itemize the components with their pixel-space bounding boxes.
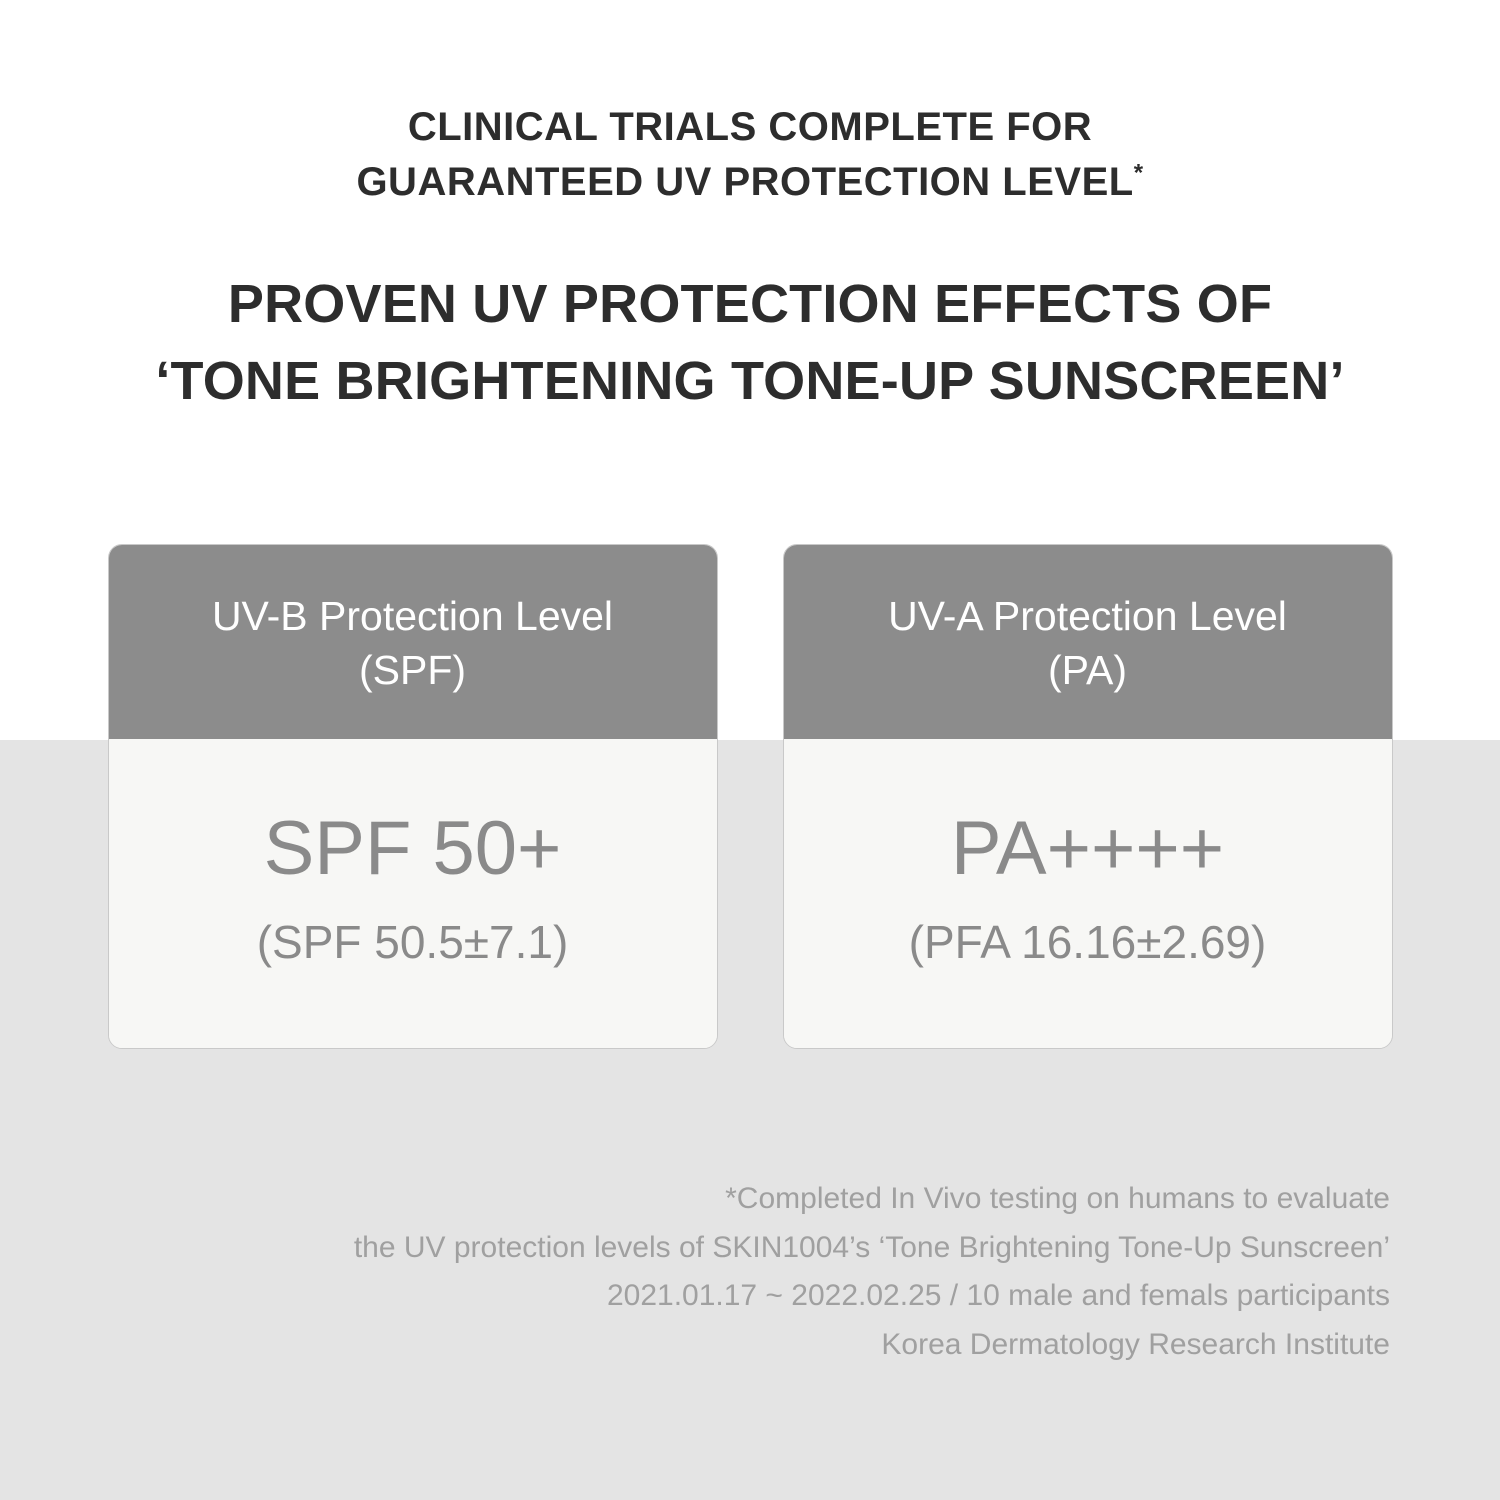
card-uva-body: [784, 739, 1392, 1048]
card-uvb-value: SPF 50+: [263, 805, 562, 891]
card-uva-subvalue: (PFA 16.16±2.69): [908, 915, 1267, 968]
footnote-line-2: the UV protection levels of SKIN1004’s ‘Tone Brightening Tone-Up Sunscreen’: [353, 1230, 1390, 1264]
card-uvb-header-line-2: (SPF): [358, 646, 467, 693]
card-uvb: [108, 544, 718, 1049]
card-uva-header-line-2: (PA): [1048, 646, 1127, 693]
protection-cards: [0, 544, 1500, 1049]
card-uva-header: [784, 545, 1392, 739]
card-uvb-subvalue: (SPF 50.5±7.1): [256, 915, 569, 968]
card-uva-value: PA++++: [950, 805, 1225, 891]
card-uvb-header-line-1: UV-B Protection Level: [211, 592, 614, 639]
footnote-line-1: *Completed In Vivo testing on humans to evaluate: [725, 1181, 1390, 1215]
card-uvb-header: [109, 545, 717, 739]
eyebrow-line-2: [0, 155, 1500, 210]
card-uva: [783, 544, 1393, 1049]
footnote: [0, 1175, 1500, 1369]
eyebrow-heading: [0, 0, 1500, 210]
card-uva-header-line-1: UV-A Protection Level: [888, 592, 1287, 639]
eyebrow-line-1: CLINICAL TRIALS COMPLETE FOR: [407, 105, 1093, 149]
footnote-line-3: 2021.01.17 ~ 2022.02.25 / 10 male and femals participants: [606, 1279, 1390, 1313]
eyebrow-asterisk: *: [1133, 159, 1144, 187]
page-title: [0, 266, 1500, 419]
headline-line-2: ‘TONE BRIGHTENING TONE-UP SUNSCREEN’: [155, 351, 1345, 412]
card-uvb-body: [109, 739, 717, 1048]
headline-line-1: PROVEN UV PROTECTION EFFECTS OF: [227, 274, 1273, 335]
eyebrow-line-2-text: GUARANTEED UV PROTECTION LEVEL: [356, 160, 1134, 205]
footnote-line-4: Korea Dermatology Research Institute: [881, 1327, 1390, 1361]
